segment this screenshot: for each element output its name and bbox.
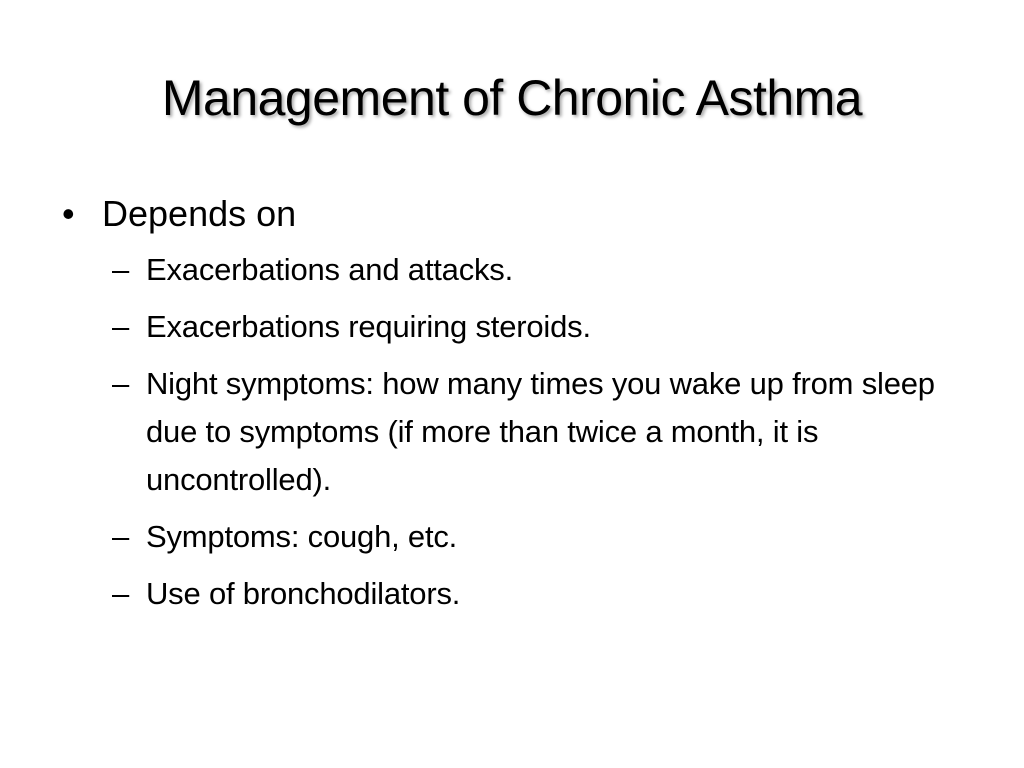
dash-icon: – (112, 309, 130, 344)
sub-bullet-text: Night symptoms: how many times you wake up from sleep due to symptoms (if more than twice a month, it is uncontrolled). (146, 366, 935, 497)
bullet-icon: • (62, 193, 75, 234)
bullet-point (60, 190, 970, 238)
dash-icon: – (112, 519, 130, 554)
sub-bullet-text: Exacerbations requiring steroids. (146, 309, 591, 344)
dash-icon: – (112, 576, 130, 611)
sub-bullet (60, 303, 970, 351)
sub-bullet-list (60, 246, 970, 618)
bullet-text: Depends on (102, 193, 297, 234)
sub-bullet-text: Symptoms: cough, etc. (146, 519, 458, 554)
slide-body (60, 190, 970, 627)
slide-title: Management of Chronic Asthma (161, 70, 863, 126)
sub-bullet (60, 246, 970, 294)
sub-bullet (60, 570, 970, 618)
sub-bullet (60, 360, 970, 504)
sub-bullet-text: Exacerbations and attacks. (146, 252, 514, 287)
sub-bullet (60, 513, 970, 561)
dash-icon: – (112, 366, 130, 401)
sub-bullet-text: Use of bronchodilators. (146, 576, 461, 611)
dash-icon: – (112, 252, 130, 287)
